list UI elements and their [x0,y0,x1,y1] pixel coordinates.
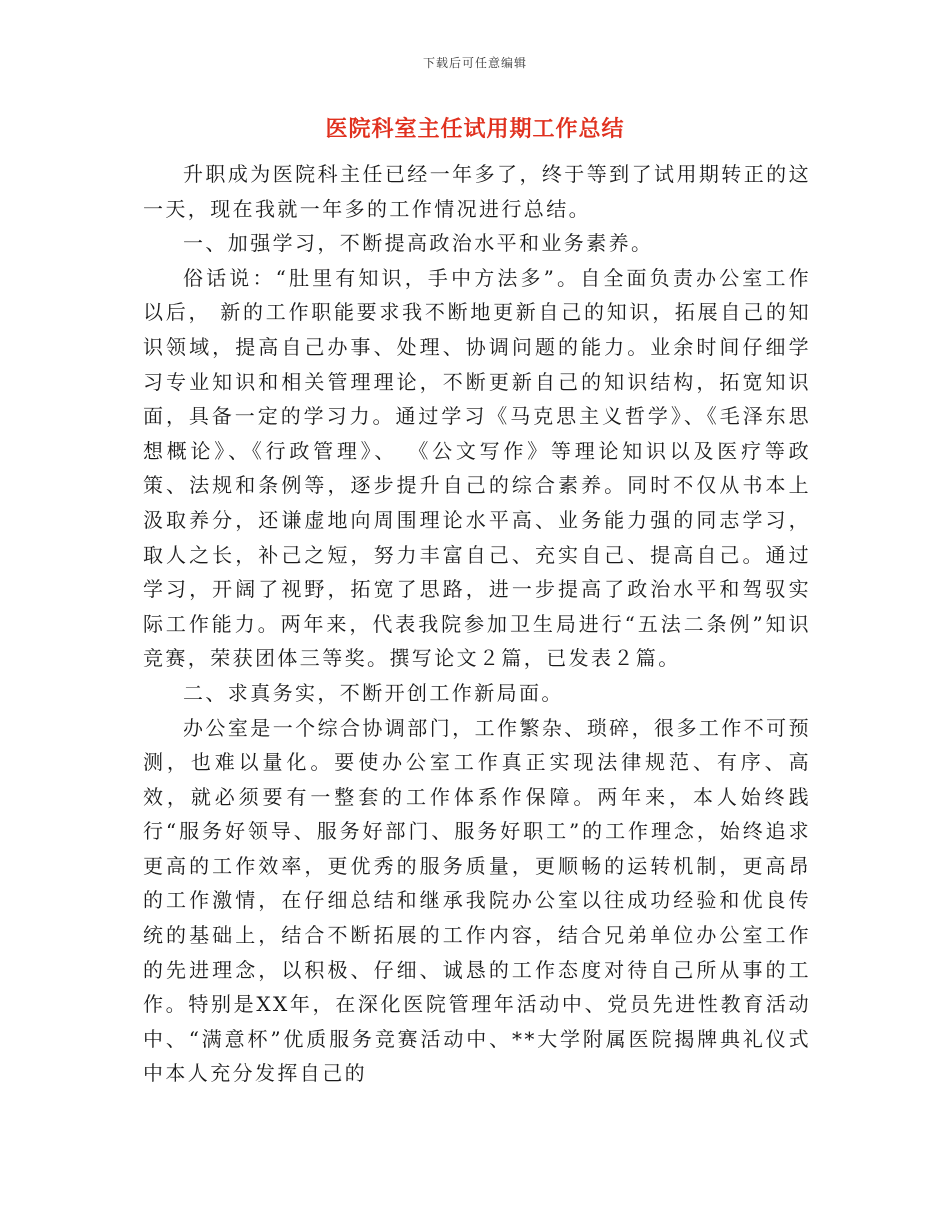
section-heading-2: 二、求真务实，不断开创工作新局面。 [183,680,564,705]
document-body [143,157,811,1091]
paragraph-intro: 升职成为医院科主任已经一年多了，终于等到了试用期转正的这一天，现在我就一年多的工作情况进行总结。 [143,162,811,221]
header-note: 下载后可任意编辑 [422,56,527,70]
document-title: 医院科室主任试用期工作总结 [325,117,625,142]
section-heading-1: 一、加强学习，不断提高政治水平和业务素养。 [183,231,654,256]
paragraph-office-work: 办公室是一个综合协调部门，工作繁杂、琐碎，很多工作不可预测，也难以量化。要使办公室工作真正实现法律规范、有序、高效，就必须要有一整套的工作体系作保障。两年来，本人始终践行“服务好领导、服务好部门、服务好职工”的工作理念，始终追求更高的工作效率，更优秀的服务质量，更顺畅的运转机制，更高昂的工作激情，在仔细总结和继承我院办公室以往成功经验和优良传统的基础上，结合不断拓展的工作内容，结合兄弟单位办公室工作的先进理念，以积极、仔细、诚恳的工作态度对待自己所从事的工作。特别是XX年，在深化医院管理年活动中、党员先进性教育活动中、“满意杯”优质服务竞赛活动中、**大学附属医院揭牌典礼仪式中本人充分发挥自己的 [143,715,811,1086]
paragraph-study: 俗话说：“肚里有知识，手中方法多”。自全面负责办公室工作以后， 新的工作职能要求我不断地更新自己的知识，拓展自己的知识领域，提高自己办事、处理、协调问题的能力。业余时间仔细学习专业知识和相关管理理论，不断更新自己的知识结构，拓宽知识面，具备一定的学习力。通过学习《马克思主义哲学》、《毛泽东思想概论》、《行政管理》、 《公文写作》等理论知识以及医疗等政策、法规和条例等，逐步提升自己的综合素养。同时不仅从书本上汲取养分，还谦虚地向周围理论水平高、业务能力强的同志学习，取人之长，补己之短，努力丰富自己、充实自己、提高自己。通过学习，开阔了视野，拓宽了思路，进一步提高了政治水平和驾驭实际工作能力。两年来，代表我院参加卫生局进行“五法二条例”知识竞赛，荣获团体三等奖。撰写论文２篇，已发表２篇。 [143,265,811,671]
